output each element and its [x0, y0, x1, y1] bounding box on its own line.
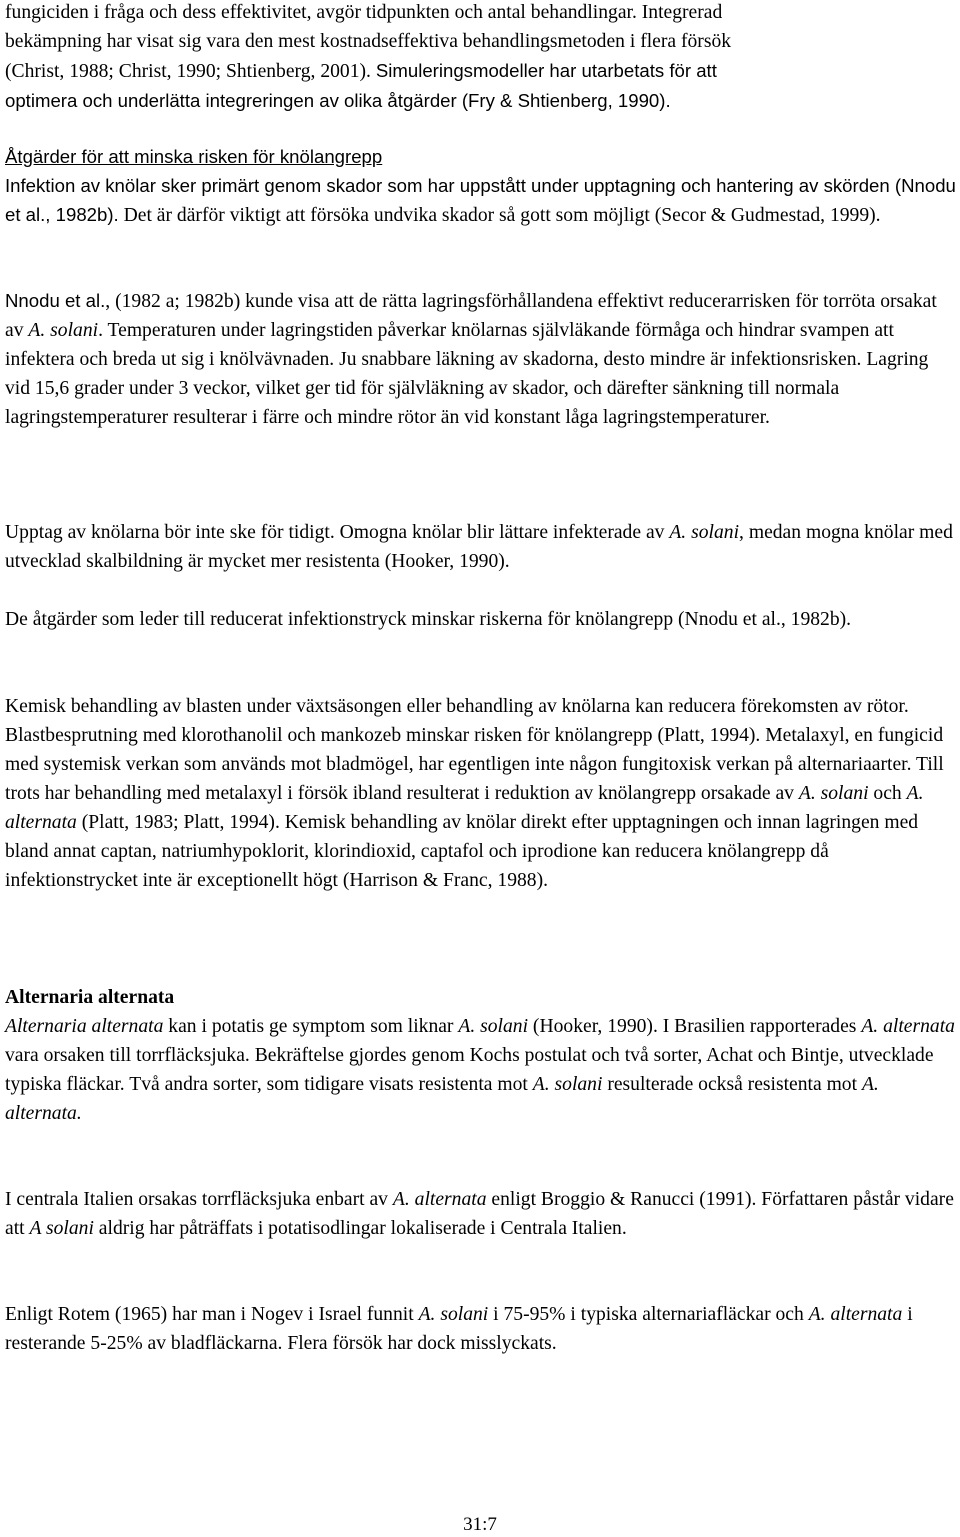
measures-paragraph-1: Infektion av knölar sker primärt genom skador som har uppstått under upptagning och hantering av skörden (Nnodu et al., 1982b). Det är därför viktigt att försöka undvika skador så gott som möjligt (Secor & Gudmestad, 1999). [5, 175, 956, 226]
species-name: A. alternata. [5, 1074, 879, 1124]
species-name: A. solani [418, 1304, 489, 1325]
intro-simulation-text: Simuleringsmodeller har utarbetats för att [375, 60, 717, 81]
species-name: A. solani [532, 1074, 603, 1095]
intro-line-2: bekämpning har visat sig vara den mest kostnadseffektiva behandlingsmetoden i flera försök [5, 31, 732, 52]
species-name: A. alternata [392, 1189, 487, 1210]
measures-paragraph-5: Kemisk behandling av blasten under växtsäsongen eller behandling av knölarna kan reducera förekomsten av rötor. Blastbesprutning med klorothanolil och mankozeb minskar risken för knölangrepp (Platt, 1994). Metalaxyl, en fungicid med systemisk verkan som används mot bladmögel, har egentligen inte någon fungitoxisk verkan på alternariaarter. Till trots har behandling med metalaxyl i försök ibland resulterat i reduktion av knölangrepp orsakade av A. solani och A. alternata (Platt, 1983; Platt, 1994). Kemisk behandling av knölar direkt efter upptagningen och innan lagringen med bland annat captan, natriumhypoklorit, klorindioxid, captafol och iprodione kan reducera knölangrepp då infektionstrycket inte är exceptionellt högt (Harrison & Franc, 1988). [5, 696, 944, 891]
alternata-paragraph-1: Alternaria alternata kan i potatis ge symptom som liknar A. solani (Hooker, 1990). I Brasilien rapporterades A. alternata vara orsaken till torrfläcksjuka. Bekräftelse gjordes genom Kochs postulat och två sorter, Achat och Bintje, utvecklade typiska fläckar. Två andra sorter, som tidigare visats resistenta mot A. solani resulterade också resistenta mot A. alternata. [5, 1016, 955, 1124]
measures-heading: Åtgärder för att minska risken för knölangrepp [5, 146, 383, 167]
alternata-heading: Alternaria alternata [5, 987, 175, 1008]
species-name: A. alternata [808, 1304, 903, 1325]
intro-paragraph [5, 0, 958, 115]
species-name: A. solani [458, 1016, 529, 1037]
measures-paragraph-3: Upptag av knölarna bör inte ske för tidigt. Omogna knölar blir lättare infekterade av A. solani, medan mogna knölar med utvecklad skalbildning är mycket mer resistenta (Hooker, 1990). [5, 522, 953, 572]
species-name: A. [669, 522, 687, 543]
measures-paragraph-4: De åtgärder som leder till reducerat infektionstryck minskar riskerna för knölangrepp (Nnodu et al., 1982b). [5, 609, 852, 630]
intro-citation: (Christ, 1988; Christ, 1990; Shtienberg, 2001). [5, 61, 376, 82]
intro-line-1: fungiciden i fråga och dess effektivitet, avgör tidpunkten och antal behandlingar. Integrerad [5, 2, 723, 23]
alternata-paragraph-2: I centrala Italien orsakas torrfläcksjuka enbart av A. alternata enligt Broggio & Ranucci (1991). Författaren påstår vidare att A solani aldrig har påträffats i potatisodlingar lokaliserade i Centrala Italien. [5, 1189, 954, 1239]
species-name: Alternaria alternata [5, 1016, 164, 1037]
species-name: solani [686, 522, 740, 543]
intro-line-4: optimera och underlätta integreringen av olika åtgärder (Fry & Shtienberg, 1990). [5, 90, 671, 111]
species-name: A. solani [798, 783, 869, 804]
measures-paragraph-2: Nnodu et al., (1982 a; 1982b) kunde visa att de rätta lagringsförhållandena effektivt reducerarrisken för torröta orsakat av A. solani. Temperaturen under lagringstiden påverkar knölarnas självläkande förmåga och hindrar svampen att infektera och breda ut sig i knölvävnaden. Ju snabbare läkning av skadorna, desto mindre är infektionsrisken. Lagring vid 15,6 grader under 3 veckor, vilket ger tid för självläkning av skador, och därefter sänkning till normala lagringstemperaturer resulterar i färre och mindre rötor än vid konstant låga lagringstemperaturer. [5, 290, 937, 428]
species-name: A. alternata [5, 783, 924, 833]
alternata-paragraph-3: Enligt Rotem (1965) har man i Nogev i Israel funnit A. solani i 75-95% i typiska alternariafläckar och A. alternata i resterande 5-25% av bladfläckarna. Flera försök har dock misslyckats. [5, 1304, 913, 1354]
species-name: A solani [29, 1218, 94, 1239]
measures-section [5, 142, 958, 230]
intro-line-3 [5, 56, 958, 86]
species-name: A. solani [28, 320, 99, 341]
species-name: A. alternata [861, 1016, 955, 1037]
page-number: 31:7 [463, 1514, 497, 1535]
alternata-section [5, 983, 958, 1128]
